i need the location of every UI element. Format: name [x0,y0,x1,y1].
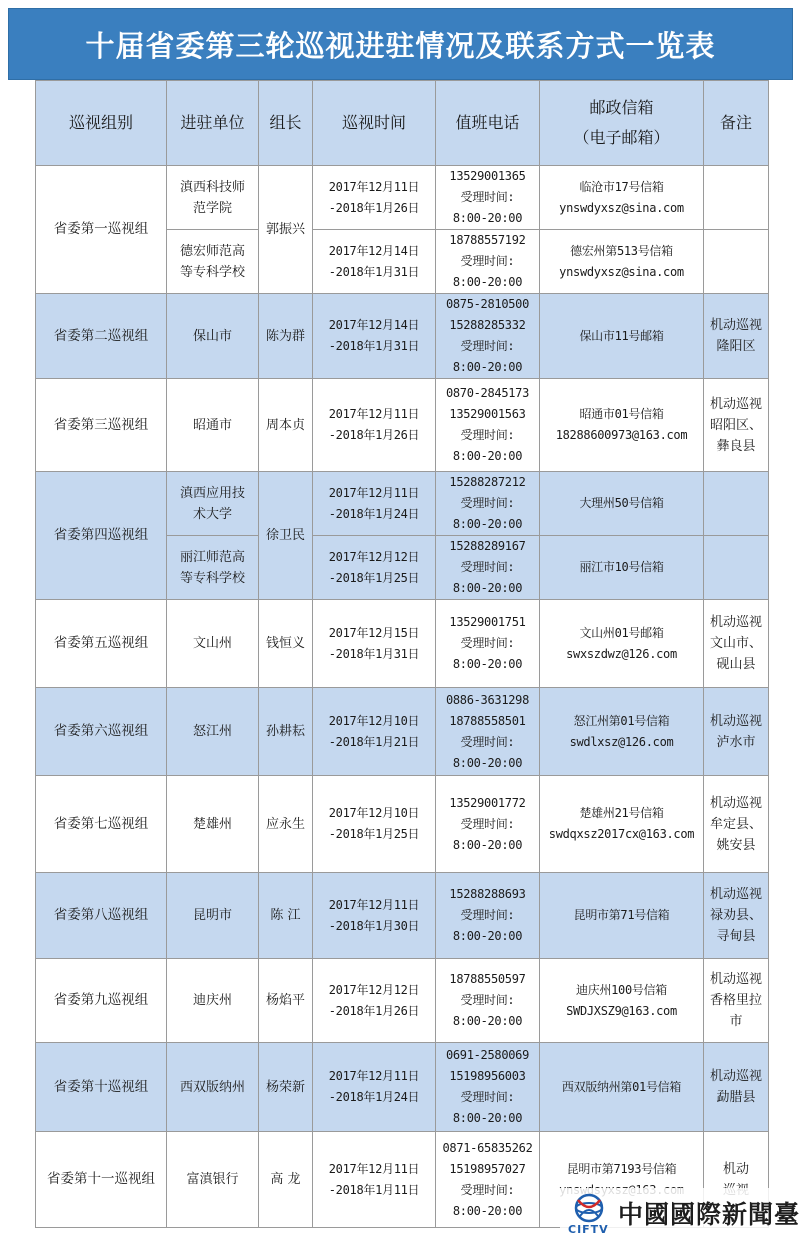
header-time: 巡视时间 [313,81,436,166]
cell-group: 省委第十一巡视组 [36,1132,167,1228]
cell-group: 省委第八巡视组 [36,873,167,959]
logo-mark-text: CIFTV [568,1223,609,1236]
cell-group: 省委第一巡视组 [36,166,167,294]
cell-phone: 15288287212 受理时间: 8:00-20:00 [436,472,540,536]
table-row [36,294,769,379]
cell-note: 机动巡视 隆阳区 [704,294,769,379]
cell-time: 2017年12月10日 -2018年1月25日 [313,776,436,873]
cell-mailbox: 临沧市17号信箱 ynswdyxsz@sina.com [540,166,704,230]
cell-mailbox: 西双版纳州第01号信箱 [540,1043,704,1132]
cell-mailbox: 迪庆州100号信箱 SWDJXSZ9@163.com [540,959,704,1043]
header-group: 巡视组别 [36,81,167,166]
cell-time: 2017年12月11日 -2018年1月26日 [313,166,436,230]
header-mailbox: 邮政信箱 （电子邮箱） [540,81,704,166]
table-row [36,873,769,959]
cell-unit: 怒江州 [167,688,259,776]
table-row [36,600,769,688]
cell-mailbox: 昆明市第7193号信箱 [540,1132,704,1228]
cell-mailbox: 保山市11号邮箱 [540,294,704,379]
cell-unit: 昆明市 [167,873,259,959]
cell-time: 2017年12月12日 -2018年1月26日 [313,959,436,1043]
header-note: 备注 [704,81,769,166]
cell-unit: 迪庆州 [167,959,259,1043]
cell-phone: 18788557192 受理时间: 8:00-20:00 [436,230,540,294]
cell-leader: 杨荣新 [259,1043,313,1132]
cell-note: 机动巡视 禄劝县、 寻甸县 [704,873,769,959]
cell-group: 省委第四巡视组 [36,472,167,600]
table-row [36,1043,769,1132]
cell-unit: 楚雄州 [167,776,259,873]
cell-unit: 德宏师范高 等专科学校 [167,230,259,294]
cell-note [704,166,769,230]
cell-mailbox: 昭通市01号信箱 18288600973@163.com [540,379,704,472]
cell-phone: 0691-2580069 15198956003 受理时间: 8:00-20:00 [436,1043,540,1132]
cell-time: 2017年12月11日 -2018年1月24日 [313,1043,436,1132]
cell-time: 2017年12月14日 -2018年1月31日 [313,294,436,379]
cell-phone: 0871-65835262 15198957027 受理时间: 8:00-20:00 [436,1132,540,1228]
table-row [36,959,769,1043]
table-row [36,688,769,776]
cell-mailbox: 大理州50号信箱 [540,472,704,536]
cell-phone: 0870-2845173 13529001563 受理时间: 8:00-20:00 [436,379,540,472]
header-leader: 组长 [259,81,313,166]
cell-note: 机动 [704,1132,769,1228]
cell-phone: 15288289167 受理时间: 8:00-20:00 [436,536,540,600]
cell-time: 2017年12月10日 -2018年1月21日 [313,688,436,776]
cell-unit: 西双版纳州 [167,1043,259,1132]
cell-leader: 郭振兴 [259,166,313,294]
cell-time: 2017年12月12日 -2018年1月25日 [313,536,436,600]
cell-leader: 陈 江 [259,873,313,959]
cell-note: 机动巡视 文山市、 砚山县 [704,600,769,688]
cell-mailbox: 怒江州第01号信箱 swdlxsz@126.com [540,688,704,776]
cell-time: 2017年12月15日 -2018年1月31日 [313,600,436,688]
cell-time: 2017年12月14日 -2018年1月31日 [313,230,436,294]
cell-unit: 丽江师范高 等专科学校 [167,536,259,600]
cell-phone: 13529001751 受理时间: 8:00-20:00 [436,600,540,688]
header-unit: 进驻单位 [167,81,259,166]
header-phone: 值班电话 [436,81,540,166]
cell-unit: 富滇银行 [167,1132,259,1228]
cell-time: 2017年12月11日 -2018年1月26日 [313,379,436,472]
cell-unit: 滇西科技师 范学院 [167,166,259,230]
cibtv-watermark [560,1188,800,1238]
cell-group: 省委第五巡视组 [36,600,167,688]
cell-phone: 0886-3631298 18788558501 受理时间: 8:00-20:00 [436,688,540,776]
cell-leader: 杨焰平 [259,959,313,1043]
cell-leader: 高 龙 [259,1132,313,1228]
cell-phone: 15288288693 受理时间: 8:00-20:00 [436,873,540,959]
cell-note: 机动巡视 泸水市 [704,688,769,776]
cell-unit: 保山市 [167,294,259,379]
cell-unit: 滇西应用技 术大学 [167,472,259,536]
cell-group: 省委第七巡视组 [36,776,167,873]
cell-leader: 周本贞 [259,379,313,472]
table-row [36,472,769,536]
globe-logo-icon [560,1188,618,1238]
cell-mailbox: 楚雄州21号信箱 swdqxsz2017cx@163.com [540,776,704,873]
cell-unit: 昭通市 [167,379,259,472]
cell-note [704,230,769,294]
cell-unit: 文山州 [167,600,259,688]
page-title: 十届省委第三轮巡视进驻情况及联系方式一览表 [85,28,716,63]
cell-note: 机动巡视 勐腊县 [704,1043,769,1132]
cell-leader: 应永生 [259,776,313,873]
cell-leader: 孙耕耘 [259,688,313,776]
cell-group: 省委第二巡视组 [36,294,167,379]
cell-mailbox: 德宏州第513号信箱 ynswdyxsz@sina.com [540,230,704,294]
cell-group: 省委第九巡视组 [36,959,167,1043]
cell-note [704,472,769,536]
cell-note: 机动巡视 牟定县、 姚安县 [704,776,769,873]
cell-note [704,536,769,600]
cell-group: 省委第三巡视组 [36,379,167,472]
cell-group: 省委第十巡视组 [36,1043,167,1132]
cell-leader: 徐卫民 [259,472,313,600]
table-row [36,776,769,873]
logo-text: 中國國際新聞臺 [618,1200,800,1229]
cell-phone: 13529001772 受理时间: 8:00-20:00 [436,776,540,873]
cell-mailbox: 丽江市10号信箱 [540,536,704,600]
table-row [36,379,769,472]
cell-time: 2017年12月11日 -2018年1月30日 [313,873,436,959]
cell-note: 机动巡视 昭阳区、 彝良县 [704,379,769,472]
cell-phone: 13529001365 受理时间: 8:00-20:00 [436,166,540,230]
cell-time: 2017年12月11日 -2018年1月11日 [313,1132,436,1228]
cell-phone: 18788550597 受理时间: 8:00-20:00 [436,959,540,1043]
inspection-table [35,80,769,1228]
cell-leader: 钱恒义 [259,600,313,688]
cell-mailbox: 文山州01号邮箱 swxszdwz@126.com [540,600,704,688]
cell-phone: 0875-2810500 15288285332 受理时间: 8:00-20:00 [436,294,540,379]
header-row [36,81,769,166]
cell-time: 2017年12月11日 -2018年1月24日 [313,472,436,536]
cell-mailbox: 昆明市第71号信箱 [540,873,704,959]
cell-leader: 陈为群 [259,294,313,379]
title-bar [8,8,793,80]
cell-note: 机动巡视 香格里拉 市 [704,959,769,1043]
table-row [36,166,769,230]
cell-group: 省委第六巡视组 [36,688,167,776]
